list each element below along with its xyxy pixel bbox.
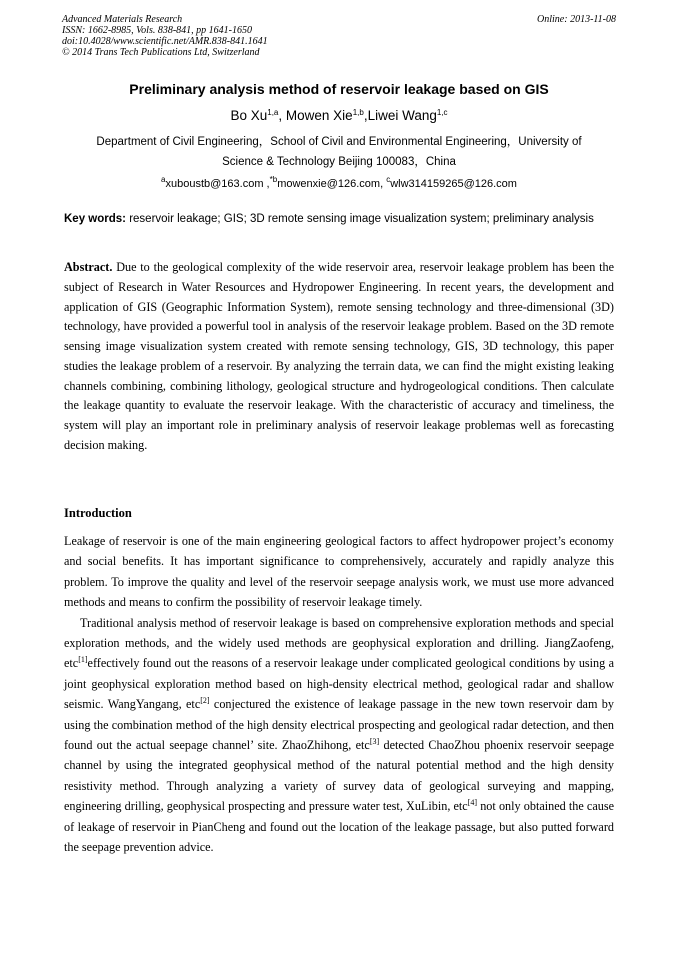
paragraph [64, 613, 614, 858]
paragraph: Leakage of reservoir is one of the main engineering geological factors to affect hydropower project’s economy and social benefits. It has important significance to comprehensively, accurately and rapidly analyze this problem. To improve the quality and level of the reservoir seepage analysis work, we must use more advanced methods and means to confirm the possibility of reservoir leakage timely. [64, 534, 614, 610]
abstract-text: Due to the geological complexity of the wide reservoir area, reservoir leakage problem has been the subject of Research in Water Resources and Hydropower Engineering. In recent years, the development and application of GIS (Geographic Information System), remote sensing technology and three-dimensional (3D) technology, have provided a powerful tool in analysis of the reservoir leakage problem. Based on the 3D remote sensing image visualization system created with remote sensing technology, GIS, 3D technology, this paper studies the leakage problem of a reservoir. By analyzing the terrain data, we can find the might existing leaking channels combining, combining lithology, geological structure and hydrogeological conditions. Then calculate the leakage quantity to evaluate the reservoir leakage. With the characteristic of accuracy and timeliness, the system will play an important role in preliminary analysis of reservoir leakage problemas well as forecasting decision making. [64, 260, 614, 452]
journal-name: Advanced Materials Research [62, 14, 183, 25]
copyright-line: © 2014 Trans Tech Publications Ltd, Switzerland [62, 47, 260, 58]
author-name: Mowen Xie [285, 108, 353, 123]
keywords [64, 210, 614, 229]
affiliation-line: Department of Civil Engineering，School of Civil and Environmental Engineering，University of [96, 136, 582, 148]
paragraph-text: Traditional analysis method of reservoir leakage is based on comprehensive exploration methods and special exploration methods, and the widely used methods are geophysical exploration and drilling. JiangZaofeng, etc [64, 615, 614, 671]
citation-4: [4] [467, 798, 478, 808]
online-date: Online: 2013-11-08 [537, 14, 616, 25]
author-affiliation-mark: 1,a [267, 108, 279, 117]
issn-line: ISSN: 1662-8985, Vols. 838-841, pp 1641-1650 [62, 25, 252, 36]
keywords-label: Key words: [64, 213, 126, 225]
abstract [64, 258, 614, 456]
author-separator: , [278, 108, 286, 123]
paragraph-text: conjectured the existence of leakage passage in the new town reservoir dam by using the combination method of the high density electrical prospecting and geological radar detection, and then found out the actual seepage channel’ site. ZhaoZhihong, etc [64, 697, 614, 753]
author-name: Bo Xu [230, 108, 268, 123]
author-emails [62, 174, 616, 194]
email-mark: *b [269, 175, 278, 184]
citation-3: [3] [369, 737, 380, 747]
email-c: wlw314159265@126.com [390, 178, 517, 190]
citation-1: [1] [78, 655, 88, 665]
paragraph-text: detected ChaoZhou phoenix reservoir seepage channel by using the integrated geophysical method of the natural potential method and the high density resistivity method. Through analyzing a variety of survey data of geological surveying and mapping, engineering drilling, geophysical prospecting and pressure water test, XuLibin, etc [64, 738, 615, 814]
journal-header [62, 14, 616, 58]
paper-title: Preliminary analysis method of reservoir leakage based on GIS [129, 81, 549, 97]
author-list [62, 106, 616, 126]
paragraph-text: effectively found out the reasons of a reservoir leakage under complicated geological conditions by using a joint geophysical exploration method based on high-density electrical method, geological radar and shallow seismic. WangYangang, etc [64, 656, 614, 712]
author-separator: , [363, 108, 368, 123]
email-mark: a [161, 175, 166, 184]
citation-2: [2] [200, 696, 210, 706]
introduction-body [64, 531, 614, 858]
author-affiliation-mark: 1,b [352, 108, 364, 117]
keywords-text: reservoir leakage; GIS; 3D remote sensing image visualization system; preliminary analysis [126, 213, 594, 225]
section-heading-introduction: Introduction [64, 506, 132, 520]
doi-line: doi:10.4028/www.scientific.net/AMR.838-841.1641 [62, 36, 268, 47]
journal-info [62, 14, 616, 58]
email-a: xuboustb@163.com , [165, 178, 270, 190]
paragraph-text: not only obtained the cause of leakage of reservoir in PianCheng and found out the location of the leakage passage, but also putted forward the seepage prevention advice. [64, 799, 614, 855]
email-mark: c [386, 175, 391, 184]
affiliation [62, 132, 616, 172]
email-b: mowenxie@126.com, [277, 178, 387, 190]
abstract-label: Abstract. [64, 260, 113, 274]
author-affiliation-mark: 1,c [436, 108, 448, 117]
author-name: Liwei Wang [367, 108, 437, 123]
affiliation-line: Science & Technology Beijing 100083，China [222, 156, 456, 168]
